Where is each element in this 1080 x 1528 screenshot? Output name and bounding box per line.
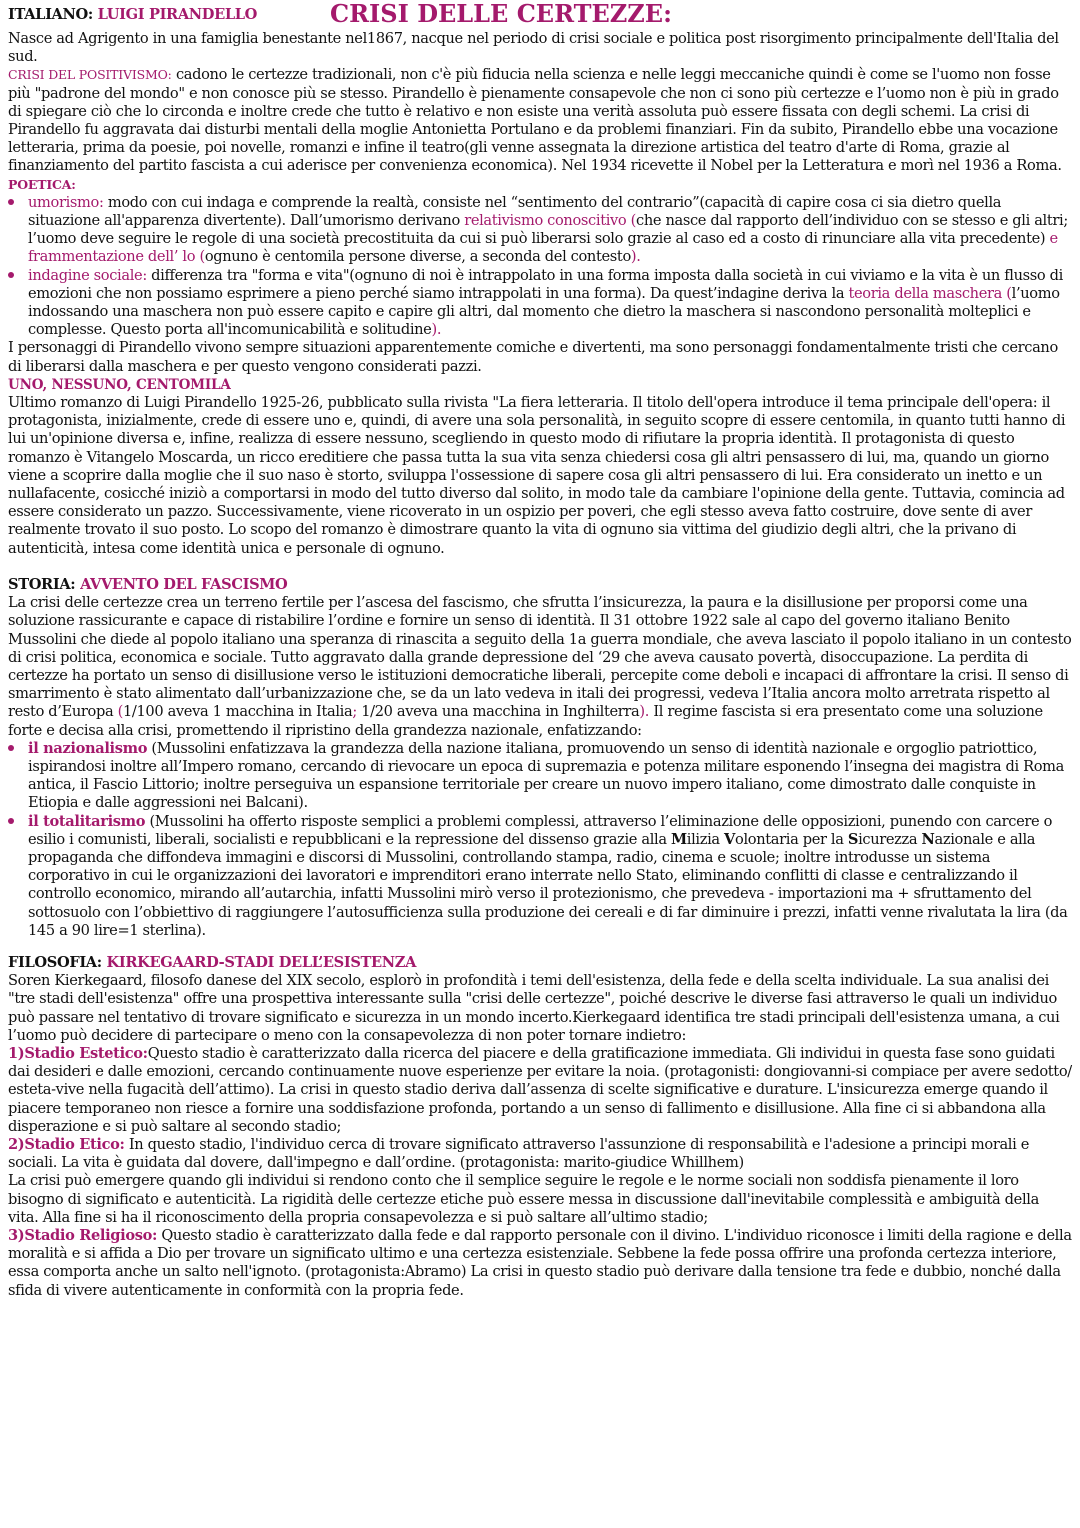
stadio-etico-crisi: La crisi può emergere quando gli individui si rendono conto che il semplice seguire le regole e le norme sociali non soddisfa pienamente il loro bisogno di significato e autenticità. La rigidità delle certezze etiche può essere messa in discussione dall'inevitabile complessità e ambiguità della vita. Alla fine si ha il riconoscimento della propria consapevolezza e si può saltare all’ultimo stadio; xyxy=(8,1172,1039,1226)
mvsn-part: ilizia xyxy=(686,830,725,848)
section-italiano-heading xyxy=(8,6,257,23)
nazionalismo-text: (Mussolini enfatizzava la grandezza della nazione italiana, promuovendo un senso di identità nazionale e orgoglio patriottico, ispirandosi inoltre all’Impero romano, cercando di rievocare un epoca di supremazia e potenza militare esponendo l’insegna dei magistra di Roma antica, il Fascio Littorio; inoltre perseguiva un espansione territoriale per creare un nuovo impero italiano, come dimostrato dalle conquiste in Etiopia e dalle aggressioni nei Balcani). xyxy=(28,739,1065,812)
subject-label: ITALIANO: xyxy=(8,6,93,23)
list-item-totalitarismo xyxy=(8,813,1072,940)
indagine-term: indagine sociale: xyxy=(28,266,147,284)
mvsn-initial: M xyxy=(670,830,687,848)
totalitarismo-term: il totalitarismo xyxy=(28,812,146,830)
paren-open: ( xyxy=(117,703,123,721)
indagine-text: differenza tra "forma e vita"(ognuno di noi è intrappolato in una forma imposta dalla società in cui viviamo e la vita è un flusso di emozioni che non possiamo esprimere a pieno perché siamo intrappolati in una forma). Da quest’indagine deriva la xyxy=(28,266,1063,302)
filosofia-topic: KIRKEGAARD-STADI DELL’ESISTENZA xyxy=(106,953,417,971)
stadio-etico xyxy=(8,1136,1072,1172)
teoria-maschera-term: teoria della maschera ( xyxy=(848,284,1012,302)
title-row xyxy=(8,0,1072,30)
umorismo-text: modo con cui indaga e comprende la realtà, consiste nel “sentimento del contrario”(capacità di capire cosa ci sia dietro quella situazione all'apparenza divertente). Dall’umorismo derivano xyxy=(28,193,1002,230)
stadio-religioso-label: 3)Stadio Religioso: xyxy=(8,1227,158,1244)
mvsn-initial: N xyxy=(921,830,935,848)
umorismo-term: umorismo: xyxy=(28,193,104,211)
stadio-estetico-label: 1)Stadio Estetico: xyxy=(8,1044,148,1062)
author-name: LUIGI PIRANDELLO xyxy=(97,6,258,23)
storia-text-2: Il regime fascista si era presentato come una soluzione forte e decisa alla crisi, promettendo il ripristino della grandezza nazionale, enfatizzando: xyxy=(8,703,1043,739)
section-filosofia-heading xyxy=(8,954,1072,972)
list-item-nazionalismo xyxy=(8,740,1072,813)
mvsn-part: azionale xyxy=(934,830,993,848)
spacer xyxy=(8,558,1072,576)
teoria-maschera-text: l’uomo indossando una maschera non può essere capito e capire gli altri, dal momento che dietro la maschera si nascondono personalità molteplici e complesse. Questo porta all'incomunicabilità e solitudine xyxy=(28,284,1060,339)
stadio-etico-text: In questo stadio, l'individuo cerca di trovare significato attraverso l'assunzione di responsabilità e l'adesione a principi morali e sociali. La vita è guidata dal dovere, dall'impegno e dall’ordine. (protagonista: marito-giudice Whillhem) xyxy=(8,1135,1030,1172)
totalitarismo-text-2: e alla propaganda che diffondeva immagini e discorsi di Mussolini, controllando stampa, radio, cinema e scuole; inoltre introdusse un sistema corporativo in cui le organizzazioni dei lavoratori e imprenditori erano interrate nello Stato, eliminando conflitti di classe e centralizzando il controllo economico, mirando all’autarchia, infatti Mussolini mirò verso il protezionismo, che prevedeva - importazioni ma + sfruttamento del sottosuolo con l’obbiettivo di raggiungere l’autosufficienza sulla produzione dei cereali e di far diminuire i prezzi, infatti venne rivalutata la lira (da 145 a 90 lire=1 sterlina). xyxy=(28,830,1068,939)
mvsn-initial: V xyxy=(724,830,736,848)
stadio-religioso xyxy=(8,1227,1072,1300)
subject-label: STORIA: xyxy=(8,575,76,593)
nazionalismo-term: il nazionalismo xyxy=(28,739,148,757)
mvsn-initial: S xyxy=(847,830,859,848)
frammentazione-term: frammentazione dell’ lo ( xyxy=(28,248,205,266)
storia-paragraph xyxy=(8,594,1072,740)
bullet-icon xyxy=(8,818,14,824)
crisi-positivismo-label: CRISI DEL POSITIVISMO: xyxy=(8,67,172,83)
personaggi-paragraph: I personaggi di Pirandello vivono sempre situazioni apparentemente comiche e divertenti, ma sono personaggi fondamentalmente tristi che cercano di liberarsi dalla maschera e per questo vengono considerati pazzi. xyxy=(8,339,1058,375)
page-title: CRISI DELLE CERTEZZE: xyxy=(330,0,672,28)
pirandello-intro: Nasce ad Agrigento in una famiglia benestante nel1867, nacque nel periodo di crisi sociale e politica post risorgimento principalmente dell'Italia del sud. xyxy=(8,30,1059,66)
connector-e: e xyxy=(1049,230,1058,248)
stadio-estetico xyxy=(8,1045,1072,1136)
subject-label: FILOSOFIA: xyxy=(8,953,102,971)
list-item-indagine xyxy=(8,267,1072,340)
fascismo-list xyxy=(8,740,1072,940)
relativismo-text: che nasce dal rapporto dell’individuo con se stesso e gli altri; l’uomo deve seguire le regole di una società precostituita da cui si può liberarsi solo grazie al caso ed a costo di rinunciare alla vita precedente) xyxy=(28,212,1068,248)
stat-italy: 1/100 aveva 1 macchina in Italia xyxy=(122,703,353,721)
totalitarismo-text-1: (Mussolini ha offerto risposte semplici a problemi complessi, attraverso l’eliminazione delle opposizioni, punendo con carcere o esilio i comunisti, liberali, socialisti e repubblicani e la repressione del dissenso grazie alla xyxy=(28,812,1053,848)
bullet-icon xyxy=(8,272,14,278)
uno-nessuno-text: Ultimo romanzo di Luigi Pirandello 1925-26, pubblicato sulla rivista "La fiera letteraria. Il titolo dell'opera introduce il tema principale dell'opera: il protagonista, inizialmente, crede di essere uno e, quindi, di avere una sola personalità, in seguito scopre di essere centomila, in quanto tutti hanno di lui un'opinione diversa e, infine, realizza di essere nessuno, scegliendo in questo modo di rifiutare la propria identità. Il protagonista di questo romanzo è Vitangelo Moscarda, un ricco ereditiere che passa tutta la sua vita senza chiedersi cosa gli altri pensassero di lui, ma, quando un giorno viene a scoprire dalla moglie che il suo naso è storto, sviluppa l'ossessione di sapere cosa gli altri pensassero di lui. Era considerato un inetto e un nullafacente, cosicché iniziò a comportarsi in modo del tutto diverso dal solito, in modo tale da cambiare l'opinione della gente. Tuttavia, comincia ad essere considerato un pazzo. Successivamente, viene ricoverato in un ospizio per poveri, che egli stesso aveva fatto costruire, dove sente di aver realmente trovato il suo posto. Lo scopo del romanzo è dimostrare quanto la vita di ognuno sia vittima del giudizio degli altri, che la privano di autenticità, intesa come identità unica e personale di ognuno. xyxy=(8,394,1066,557)
stadio-religioso-text: Questo stadio è caratterizzato dalla fede e dal rapporto personale con il divino. L'individuo riconosce i limiti della ragione e della moralità e si affida a Dio per trovare un significato ultimo e una certezza esistenziale. Sebbene la fede possa offrire una profonda certezza interiore, essa comporta anche un salto nell'ignoto. (protagonista:Abramo) La crisi in questo stadio può derivare dalla tensione tra fede e dubbio, nonché dalla sfida di vivere autenticamente in conformità con la propria fede. xyxy=(8,1227,1072,1299)
semicolon: ; xyxy=(352,703,357,721)
bullet-icon xyxy=(8,199,14,205)
crisi-positivismo-text: cadono le certezze tradizionali, non c'è più fiducia nella scienza e nelle leggi meccaniche quindi è come se l'uomo non fosse più "padrone del mondo" e non conosce più se stesso. Pirandello è pienamente consapevole che non ci sono più certezze e l’uomo non è più in grado di spiegare ciò che lo circonda e inoltre crede che tutto è relativo e non esiste una verità assoluta può essere fissata con degli schemi. La crisi di Pirandello fu aggravata dai disturbi mentali della moglie Antonietta Portulano e da problemi finanziari. Fin da subito, Pirandello ebbe una vocazione letteraria, prima da poesie, poi novelle, romanzi e infine il teatro(gli venne assegnata la direzione artistica del teatro d'arte di Roma, grazie al finanziamento del partito fascista a cui aderisce per convenienza economica). Nel 1934 ricevette il Nobel per la Letteratura e morì nel 1936 a Roma. xyxy=(8,66,1062,175)
spacer xyxy=(8,940,1072,954)
umorismo-end: ). xyxy=(630,248,641,266)
uno-nessuno-heading: UNO, NESSUNO, CENTOMILA xyxy=(8,376,231,393)
storia-topic: AVVENTO DEL FASCISMO xyxy=(80,575,288,593)
mvsn-part: icurezza xyxy=(858,830,922,848)
filosofia-intro: Soren Kierkegaard, filosofo danese del XIX secolo, esplorò in profondità i temi dell'esistenza, della fede e della scelta individuale. La sua analisi dei "tre stadi dell'esistenza" offre una prospettiva interessante sulla "crisi delle certezze", poiché descrive le diverse fasi attraverso le quali un individuo può passare nel tentativo di trovare significato e sicurezza in un mondo incerto.Kierkegaard identifica tre stadi principali dell'esistenza umana, a cui l’uomo può decidere di partecipare o meno con la consapevolezza di non poter tornare indietro: xyxy=(8,972,1060,1044)
relativismo-term: relativismo conoscitivo ( xyxy=(464,212,636,230)
stadio-estetico-text: Questo stadio è caratterizzato dalla ricerca del piacere e della gratificazione immediata. Gli individui in questa fase sono guidati dai desideri e dalle emozioni, cercando continuamente nuove esperienze per evitare la noia. (protagonisti: dongiovanni-si compiace per avere sedotto/ esteta-vive nella fugacità dell’attimo). La crisi in questo stadio deriva dall’assenza di scelte significative e durature. L'insicurezza emerge quando il piacere temporaneo non riesce a fornire una soddisfazione profonda, portando a un senso di fallimento e disillusione. Alla fine ci si abbandona alla disperazione e si può saltare al secondo stadio; xyxy=(8,1044,1072,1135)
bullet-icon xyxy=(8,745,14,751)
poetica-label: POETICA: xyxy=(8,176,76,192)
section-storia-heading xyxy=(8,576,1072,594)
paren-close: ). xyxy=(639,703,650,721)
list-item-umorismo xyxy=(8,194,1072,267)
indagine-end: ). xyxy=(431,321,442,339)
crisi-positivismo-paragraph xyxy=(8,66,1072,175)
storia-text-1: La crisi delle certezze crea un terreno fertile per l’ascesa del fascismo, che sfrutta l’insicurezza, la paura e la disillusione per proporsi come una soluzione rassicurante e capace di ristabilire l’ordine e fornire un senso di identità. Il 31 ottobre 1922 sale al capo del governo italiano Benito Mussolini che diede al popolo italiano una speranza di rinascita a seguito della 1a guerra mondiale, che aveva lasciato il popolo italiano in un contesto di crisi politica, economica e sociale. Tutto aggravato dalla grande depressione del ‘29 che aveva causato povertà, disoccupazione. La perdita di certezze ha portato un senso di disillusione verso le istituzioni democratiche liberali, percepite come deboli e incapaci di affrontare la crisi. Il senso di smarrimento è stato alimentato dall’urbanizzazione che, se da un lato vedeva in itali dei progressi, vedeva l’Italia ancora molto arretrata rispetto al resto d’Europa xyxy=(8,594,1072,721)
poetica-list xyxy=(8,194,1072,340)
mvsn-part: olontaria per la xyxy=(735,830,848,848)
stat-england: 1/20 aveva una macchina in Inghilterra xyxy=(356,703,640,721)
stadio-etico-label: 2)Stadio Etico: xyxy=(8,1135,125,1153)
frammentazione-text: ognuno è centomila persone diverse, a seconda del contesto xyxy=(204,248,631,266)
